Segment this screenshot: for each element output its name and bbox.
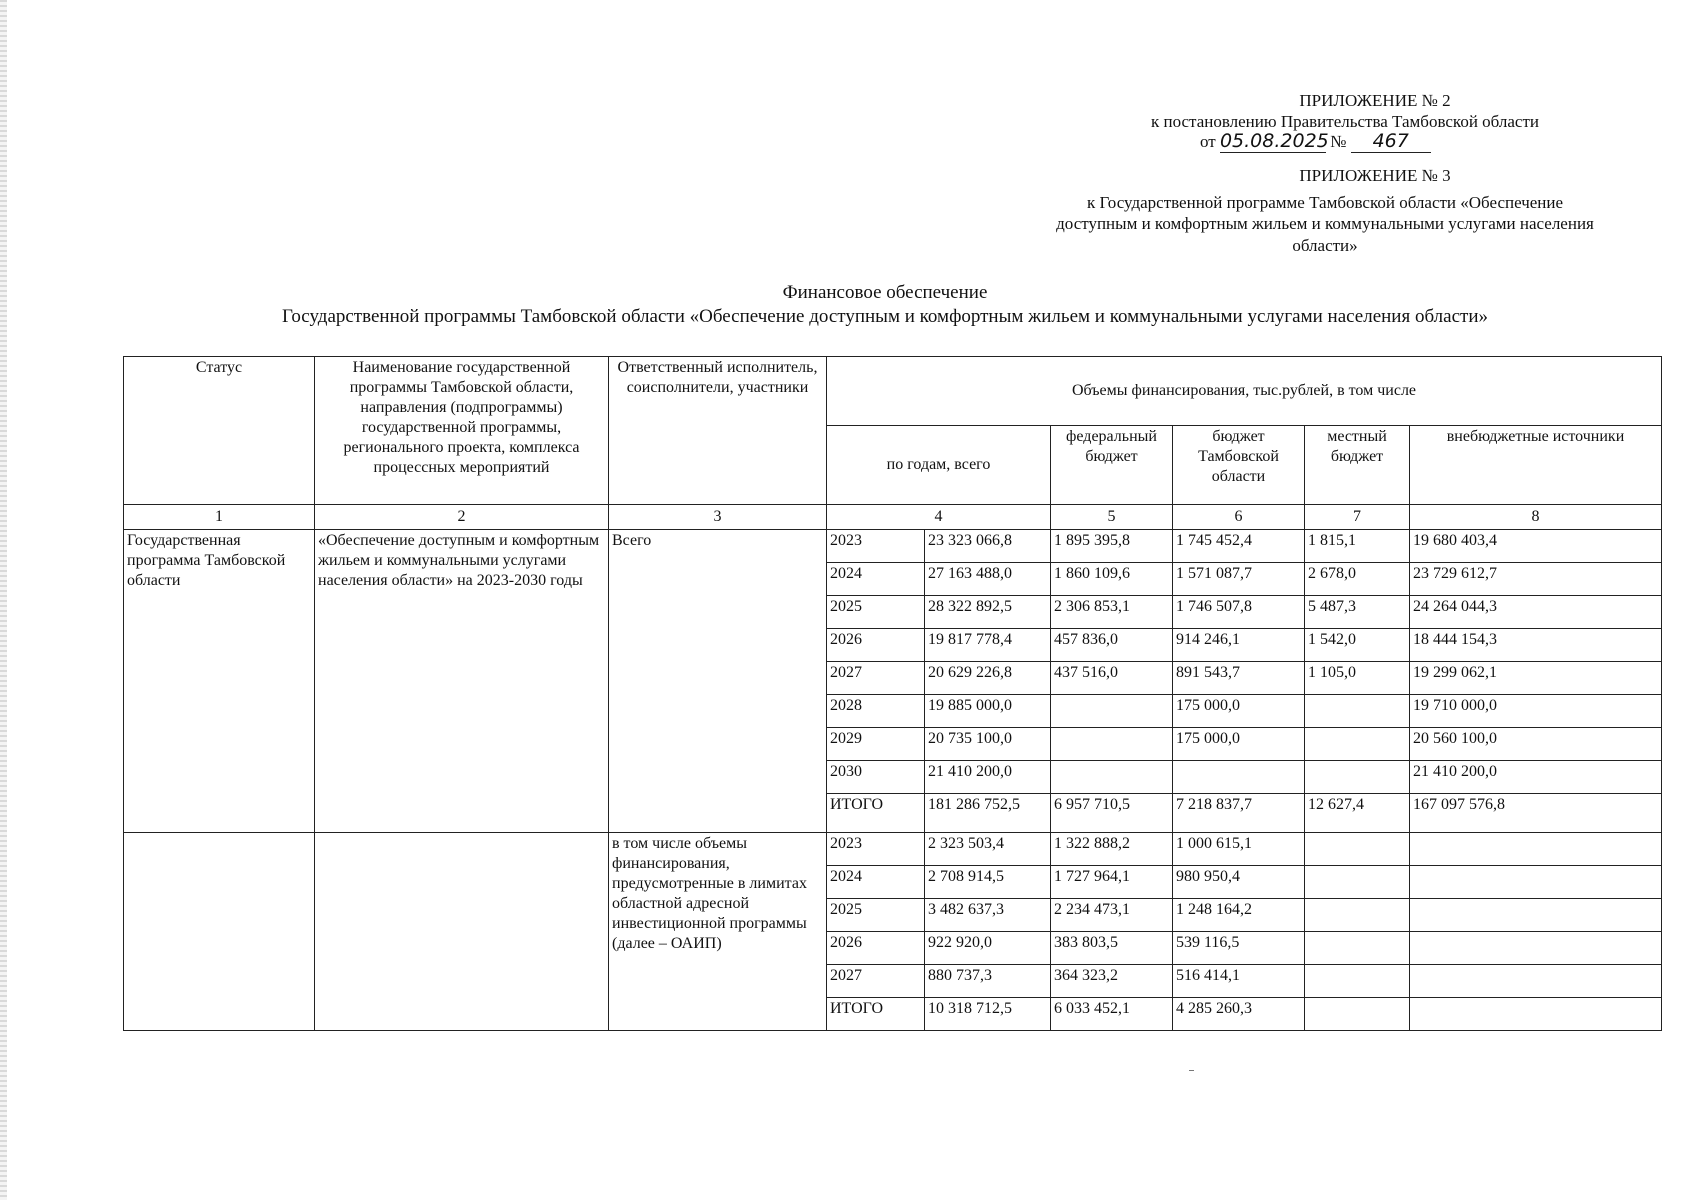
federal-cell	[1051, 728, 1173, 761]
federal-cell: 1 322 888,2	[1051, 833, 1173, 866]
extra-cell	[1410, 866, 1662, 899]
table-row	[124, 530, 1662, 563]
regional-cell: 980 950,4	[1173, 866, 1305, 899]
resolution-number: 467	[1351, 131, 1431, 153]
block2-status	[124, 833, 315, 1031]
column-number: 3	[609, 505, 827, 530]
regional-cell: 4 285 260,3	[1173, 998, 1305, 1031]
extra-cell: 21 410 200,0	[1410, 761, 1662, 794]
federal-cell: 6 957 710,5	[1051, 794, 1173, 833]
local-cell: 1 105,0	[1305, 662, 1410, 695]
year-cell: 2028	[827, 695, 925, 728]
extra-cell	[1410, 899, 1662, 932]
header-volumes: Объемы финансирования, тыс.рублей, в том числе	[827, 357, 1662, 426]
regional-cell: 1 746 507,8	[1173, 596, 1305, 629]
column-numbers-row	[124, 505, 1662, 530]
header-by-years: по годам, всего	[827, 426, 1051, 505]
local-cell	[1305, 833, 1410, 866]
federal-cell: 2 306 853,1	[1051, 596, 1173, 629]
block1-executor: Всего	[609, 530, 827, 833]
scan-edge	[0, 0, 7, 1200]
block1-name: «Обеспечение доступным и комфортным жильем и коммунальными услугами населения области» на 2023-2030 годы	[315, 530, 609, 833]
total-cell: 28 322 892,5	[925, 596, 1051, 629]
extra-cell: 19 710 000,0	[1410, 695, 1662, 728]
local-cell	[1305, 761, 1410, 794]
total-cell: 10 318 712,5	[925, 998, 1051, 1031]
header-local: местный бюджет	[1305, 426, 1410, 505]
local-cell: 12 627,4	[1305, 794, 1410, 833]
header-status: Статус	[124, 357, 315, 505]
extra-cell: 167 097 576,8	[1410, 794, 1662, 833]
local-cell	[1305, 932, 1410, 965]
regional-cell: 7 218 837,7	[1173, 794, 1305, 833]
column-number: 2	[315, 505, 609, 530]
year-cell: 2027	[827, 965, 925, 998]
federal-cell: 6 033 452,1	[1051, 998, 1173, 1031]
local-cell: 1 542,0	[1305, 629, 1410, 662]
column-number: 8	[1410, 505, 1662, 530]
regional-cell: 539 116,5	[1173, 932, 1305, 965]
total-cell: 19 885 000,0	[925, 695, 1051, 728]
year-cell: 2030	[827, 761, 925, 794]
appendix2-title: ПРИЛОЖЕНИЕ № 2	[1299, 91, 1451, 110]
regional-cell: 175 000,0	[1173, 695, 1305, 728]
federal-cell: 364 323,2	[1051, 965, 1173, 998]
regional-cell: 175 000,0	[1173, 728, 1305, 761]
header-regional: бюджет Тамбовской области	[1173, 426, 1305, 505]
regional-cell: 914 246,1	[1173, 629, 1305, 662]
header-extra: внебюджетные источники	[1410, 426, 1662, 505]
federal-cell: 2 234 473,1	[1051, 899, 1173, 932]
federal-cell	[1051, 695, 1173, 728]
year-cell: 2025	[827, 596, 925, 629]
total-cell: 19 817 778,4	[925, 629, 1051, 662]
column-number: 4	[827, 505, 1051, 530]
extra-cell: 19 680 403,4	[1410, 530, 1662, 563]
federal-cell: 1 727 964,1	[1051, 866, 1173, 899]
total-cell: 21 410 200,0	[925, 761, 1051, 794]
header-federal: федеральный бюджет	[1051, 426, 1173, 505]
local-cell	[1305, 965, 1410, 998]
federal-cell	[1051, 761, 1173, 794]
local-cell: 1 815,1	[1305, 530, 1410, 563]
total-cell: 20 629 226,8	[925, 662, 1051, 695]
block2-name	[315, 833, 609, 1031]
column-number: 1	[124, 505, 315, 530]
federal-cell: 457 836,0	[1051, 629, 1173, 662]
extra-cell	[1410, 833, 1662, 866]
resolution-date: 05.08.2025	[1219, 130, 1329, 152]
column-number: 5	[1051, 505, 1173, 530]
extra-cell: 19 299 062,1	[1410, 662, 1662, 695]
doc-title-line1: Финансовое обеспечение	[782, 282, 988, 303]
local-cell: 5 487,3	[1305, 596, 1410, 629]
year-cell: 2023	[827, 833, 925, 866]
federal-cell: 437 516,0	[1051, 662, 1173, 695]
appendix3-line1: к Государственной программе Тамбовской области «Обеспечение	[1086, 193, 1564, 212]
year-cell: ИТОГО	[827, 794, 925, 833]
local-cell	[1305, 899, 1410, 932]
header-name: Наименование государственной программы Тамбовской области, направления (подпрограммы) государственной программы, регионального проекта, комплекса процессных мероприятий	[315, 357, 609, 505]
financing-table	[123, 356, 1662, 1031]
local-cell	[1305, 998, 1410, 1031]
year-cell: 2026	[827, 932, 925, 965]
from-label: от	[1200, 132, 1216, 151]
appendix2-resolution-line: к постановлению Правительства Тамбовской области	[1150, 112, 1540, 131]
extra-cell	[1410, 998, 1662, 1031]
federal-cell: 383 803,5	[1051, 932, 1173, 965]
block2-executor: в том числе объемы финансирования, предусмотренные в лимитах областной адресной инвестиционной программы (далее – ОАИП)	[609, 833, 827, 1031]
extra-cell: 23 729 612,7	[1410, 563, 1662, 596]
header-executor: Ответственный исполнитель, соисполнители, участники	[609, 357, 827, 505]
regional-cell: 1 571 087,7	[1173, 563, 1305, 596]
number-label: №	[1330, 132, 1347, 151]
regional-cell: 1 000 615,1	[1173, 833, 1305, 866]
extra-cell	[1410, 932, 1662, 965]
total-cell: 23 323 066,8	[925, 530, 1051, 563]
appendix3-title: ПРИЛОЖЕНИЕ № 3	[1299, 166, 1451, 185]
table-row	[124, 833, 1662, 866]
column-number: 7	[1305, 505, 1410, 530]
scan-speck	[1189, 1070, 1194, 1071]
doc-title-line2: Государственной программы Тамбовской области «Обеспечение доступным и комфортным жильем и коммунальными услугами населения области»	[282, 306, 1488, 327]
year-cell: 2023	[827, 530, 925, 563]
total-cell: 3 482 637,3	[925, 899, 1051, 932]
regional-cell	[1173, 761, 1305, 794]
regional-cell: 1 745 452,4	[1173, 530, 1305, 563]
appendix2-date-number-line	[1200, 131, 1600, 153]
extra-cell: 24 264 044,3	[1410, 596, 1662, 629]
year-cell: 2026	[827, 629, 925, 662]
total-cell: 880 737,3	[925, 965, 1051, 998]
year-cell: 2025	[827, 899, 925, 932]
total-cell: 20 735 100,0	[925, 728, 1051, 761]
local-cell	[1305, 728, 1410, 761]
federal-cell: 1 895 395,8	[1051, 530, 1173, 563]
local-cell	[1305, 695, 1410, 728]
total-cell: 27 163 488,0	[925, 563, 1051, 596]
total-cell: 2 323 503,4	[925, 833, 1051, 866]
total-cell: 181 286 752,5	[925, 794, 1051, 833]
local-cell	[1305, 866, 1410, 899]
regional-cell: 891 543,7	[1173, 662, 1305, 695]
extra-cell: 20 560 100,0	[1410, 728, 1662, 761]
regional-cell: 1 248 164,2	[1173, 899, 1305, 932]
federal-cell: 1 860 109,6	[1051, 563, 1173, 596]
column-number: 6	[1173, 505, 1305, 530]
year-cell: 2024	[827, 866, 925, 899]
total-cell: 922 920,0	[925, 932, 1051, 965]
extra-cell	[1410, 965, 1662, 998]
year-cell: 2024	[827, 563, 925, 596]
year-cell: 2029	[827, 728, 925, 761]
block1-status: Государственная программа Тамбовской области	[124, 530, 315, 833]
extra-cell: 18 444 154,3	[1410, 629, 1662, 662]
regional-cell: 516 414,1	[1173, 965, 1305, 998]
year-cell: ИТОГО	[827, 998, 925, 1031]
year-cell: 2027	[827, 662, 925, 695]
local-cell: 2 678,0	[1305, 563, 1410, 596]
total-cell: 2 708 914,5	[925, 866, 1051, 899]
appendix3-line3: области»	[1292, 236, 1358, 255]
appendix3-line2: доступным и комфортным жильем и коммунальными услугами населения	[1056, 214, 1594, 233]
